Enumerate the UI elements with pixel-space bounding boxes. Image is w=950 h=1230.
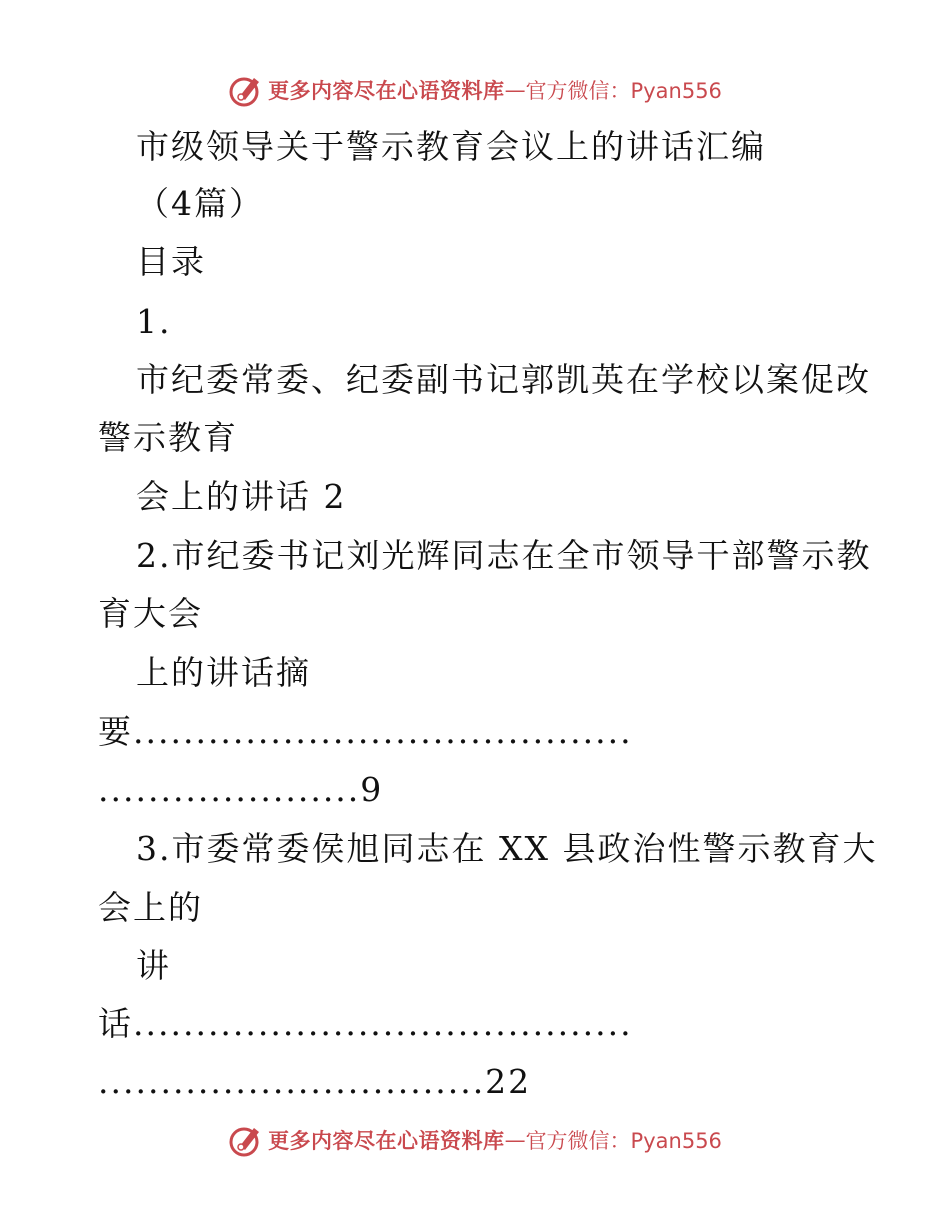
toc-entry-1-line-2: 警示教育 xyxy=(98,418,238,457)
header-watermark-banner xyxy=(0,70,950,110)
toc-entry-1-line-1: 市纪委常委、纪委副书记郭凯英在学校以案促改 xyxy=(136,360,871,399)
footer-banner-separator: — xyxy=(504,1128,526,1152)
toc-heading: 目录 xyxy=(136,242,206,281)
footer-banner-main-text: 更多内容尽在心语资料库 xyxy=(268,1128,505,1153)
toc-entry-3-line-3: 讲 xyxy=(136,946,171,985)
toc-entry-2-line-1: 2.市纪委书记刘光辉同志在全市领导干部警示教 xyxy=(136,536,872,575)
document-title-line-1: 市级领导关于警示教育会议上的讲话汇编 xyxy=(136,127,766,166)
banner-separator: — xyxy=(504,78,526,102)
toc-entry-1-line-3: 会上的讲话 2 xyxy=(136,477,347,516)
footer-banner-wechat-text: 官方微信：Pyan556 xyxy=(525,1129,722,1153)
toc-entry-3-line-1: 3.市委常委侯旭同志在 XX 县政治性警示教育大 xyxy=(136,829,878,868)
toc-entry-2-leader-1: 要........................................ xyxy=(98,712,633,751)
toc-entry-2-line-3: 上的讲话摘 xyxy=(136,653,311,692)
toc-entry-2-leader-2: .....................9 xyxy=(98,770,384,809)
pen-nib-logo-icon xyxy=(228,1122,264,1158)
toc-entry-2-line-2: 育大会 xyxy=(98,594,203,633)
toc-entry-3-line-2: 会上的 xyxy=(98,888,203,927)
pen-nib-logo-icon xyxy=(228,72,264,108)
toc-entry-3-leader-2: ...............................22 xyxy=(98,1062,532,1101)
toc-entry-1-number: 1. xyxy=(136,302,172,341)
toc-entry-3-leader-1: 话........................................ xyxy=(98,1004,633,1043)
banner-wechat-text: 官方微信：Pyan556 xyxy=(525,79,722,103)
document-title-line-2: （4篇） xyxy=(136,184,264,223)
footer-watermark-banner xyxy=(0,1120,950,1160)
banner-main-text: 更多内容尽在心语资料库 xyxy=(268,78,505,103)
